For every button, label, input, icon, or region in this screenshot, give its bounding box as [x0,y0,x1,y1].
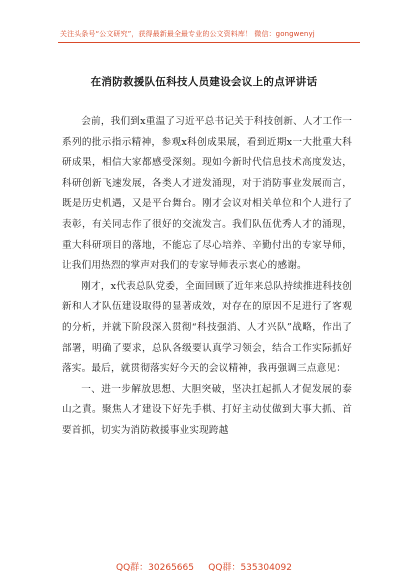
paragraph-3: 一、进一步解放思想、大胆突破，坚决扛起抓人才促发展的泰山之責。聚焦人才建设下好先手棋、打好主动仗做到大事大抓、首要首抓，切实为消防救援事业实现跨越 [62,383,352,436]
header-promo-text: 关注头条号“公文研究”，获得最新最全最专业的公文资料库！ 微信：gongwenyj [60,30,315,38]
document-body [62,112,352,442]
document-title: 在消防救援队伍科技人员建设会议上的点评讲话 [90,76,318,88]
header-banner [0,0,408,58]
paragraph-1: 会前，我们到x重温了习近平总书记关于科技创新、人才工作一系列的批示指示精神，参观x科创成果展，看到近期x一大批重大科研成果，相信大家都感受深刻。现如今新时代信息技术高度发达，科研创新飞速发展，各类人才迸发涌现，对于消防事业发展而言，既是历史机遇，又是平台舞台。刚才会议对相关单位和个人进行了表彰，有关同志作了很好的交流发言。我们队伍优秀人才的涌现，重大科研项目的落地，不能忘了尽心培养、辛勤付出的专家导师，让我们用热烈的掌声对我们的专家导师表示衷心的感谢。 [62,116,352,272]
paragraph-2: 刚才，x代表总队党委，全面回顾了近年来总队持续推进科技创新和人才队伍建设取得的显著成效，对存在的原因不足进行了客观的分析，并就下阶段深入贯彻“科技强消、人才兴队”战略，作出了部署，明确了要求，总队各级要认真学习领会，结合工作实际抓好落实。最后，就贯彻落实好今天的会议精神，我再强调三点意见： [62,280,352,375]
footer-qq-groups: QQ群：30265665 QQ群：535304092 [116,563,292,573]
header-divider [58,42,360,43]
